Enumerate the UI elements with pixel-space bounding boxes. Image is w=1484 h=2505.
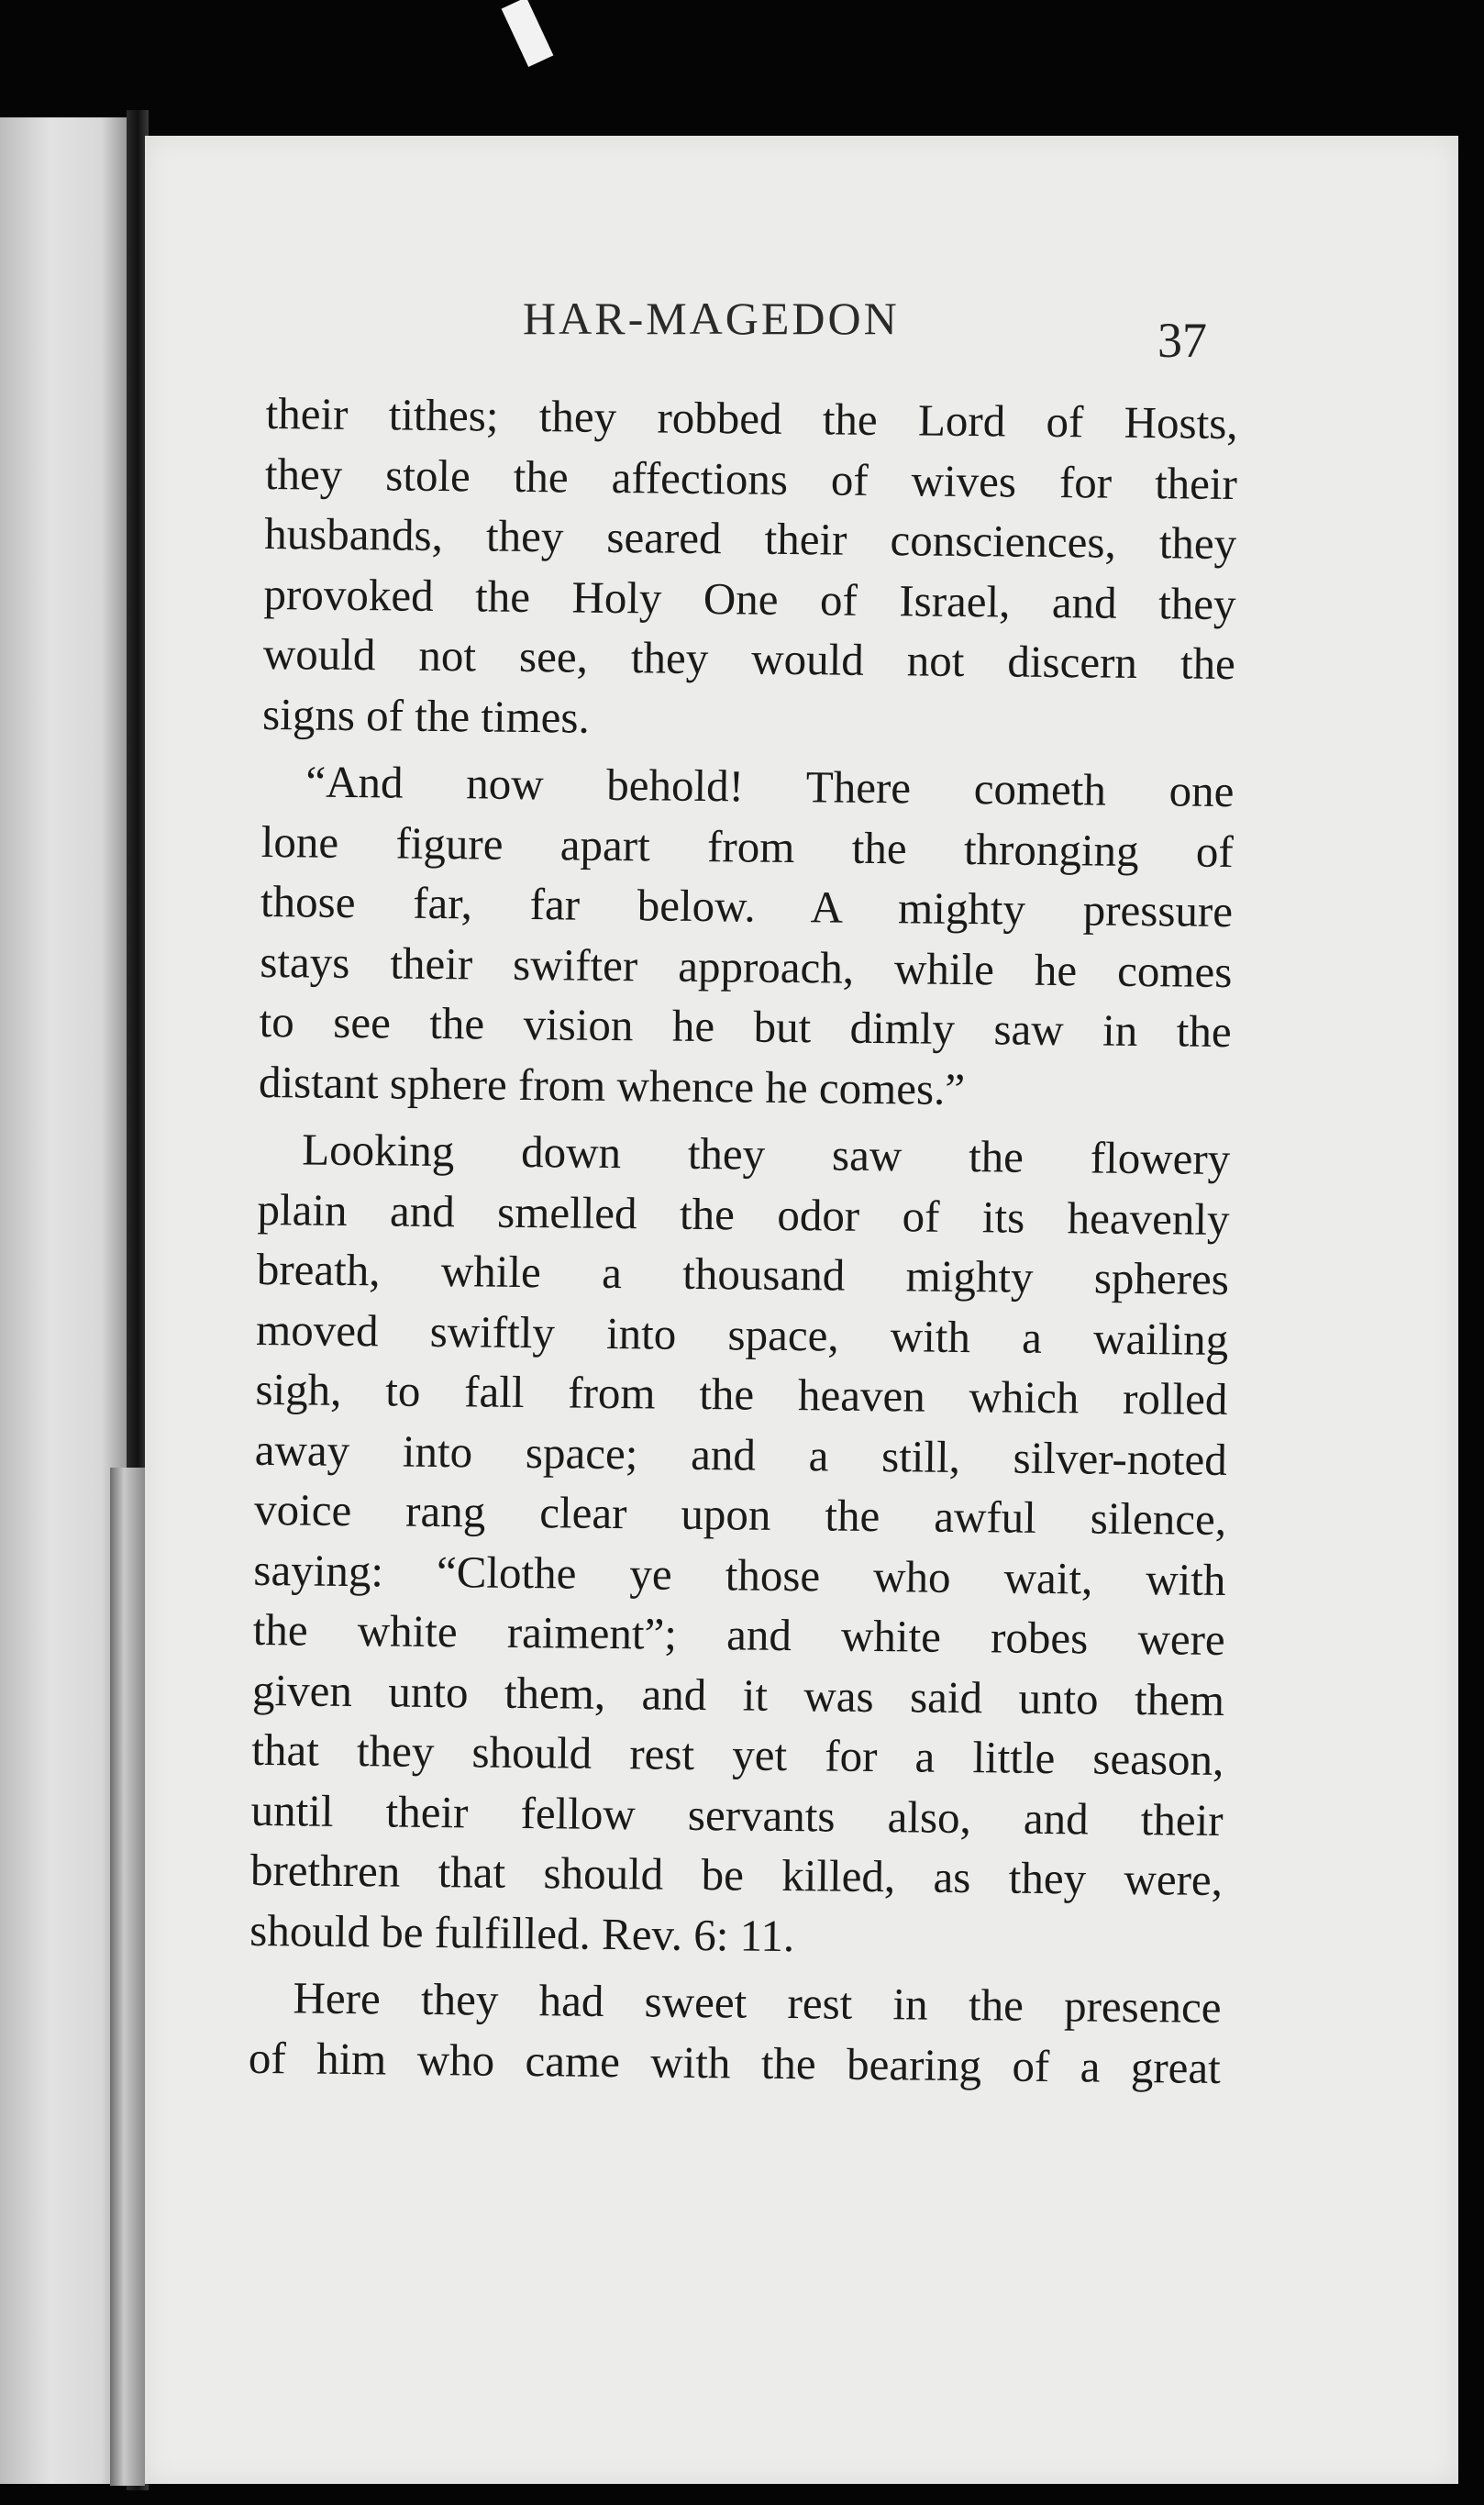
text-line: sigh, to fall from the heaven which rolled bbox=[255, 1363, 1228, 1425]
text-line: those far, far below. A mighty pressure bbox=[260, 875, 1234, 937]
facing-page-edge bbox=[0, 117, 127, 2484]
text-line: Looking down they saw the flowery bbox=[301, 1124, 1231, 1185]
text-line: moved swiftly into space, with a wailing bbox=[255, 1303, 1229, 1365]
text-line: away into space; and a still, silver-noted bbox=[254, 1424, 1228, 1485]
text-line: provoked the Holy One of Israel, and they bbox=[263, 568, 1236, 629]
page-number: 37 bbox=[1157, 313, 1207, 368]
text-line: would not see, they would not discern the bbox=[262, 627, 1236, 690]
text-line: the white raiment”; and white robes were bbox=[252, 1603, 1226, 1666]
text-line: until their fellow servants also, and their bbox=[250, 1784, 1224, 1845]
text-line: they stole the affections of wives for their bbox=[264, 448, 1238, 509]
text-line: stays their swifter approach, while he comes bbox=[260, 936, 1233, 997]
text-line: of him who came with the bearing of a great bbox=[248, 2032, 1222, 2093]
text-line: husbands, they seared their consciences, they bbox=[263, 507, 1237, 570]
text-line: breath, while a thousand mighty spheres bbox=[256, 1243, 1230, 1305]
text-line: given unto them, and it was said unto them bbox=[251, 1664, 1225, 1725]
text-line: saying: “Clothe ye those who wait, with bbox=[253, 1544, 1226, 1605]
running-head: HAR-MAGEDON bbox=[523, 293, 900, 344]
scan-artifact bbox=[502, 0, 554, 67]
text-line: “And now behold! There cometh one bbox=[305, 756, 1235, 817]
text-line: distant sphere from whence he comes.” bbox=[258, 1056, 966, 1114]
text-line: voice rang clear upon the awful silence, bbox=[253, 1483, 1227, 1546]
text-line: Here they had sweet rest in the presence bbox=[293, 1972, 1222, 2034]
text-line: should be fulfilled. Rev. 6: 11. bbox=[249, 1904, 795, 1961]
text-line: brethren that should be killed, as they were, bbox=[249, 1844, 1224, 1906]
text-line: plain and smelled the odor of its heavenly bbox=[257, 1183, 1230, 1245]
page-stack-edge bbox=[110, 1468, 145, 2486]
text-line: that they should rest yet for a little season, bbox=[251, 1724, 1224, 1786]
text-line: to see the vision he but dimly saw in the bbox=[259, 995, 1232, 1058]
text-line: their tithes; they robbed the Lord of Hosts, bbox=[265, 387, 1238, 449]
text-line: lone figure apart from the thronging of bbox=[260, 815, 1235, 877]
text-line: signs of the times. bbox=[261, 688, 591, 743]
body-text bbox=[249, 383, 1238, 2098]
